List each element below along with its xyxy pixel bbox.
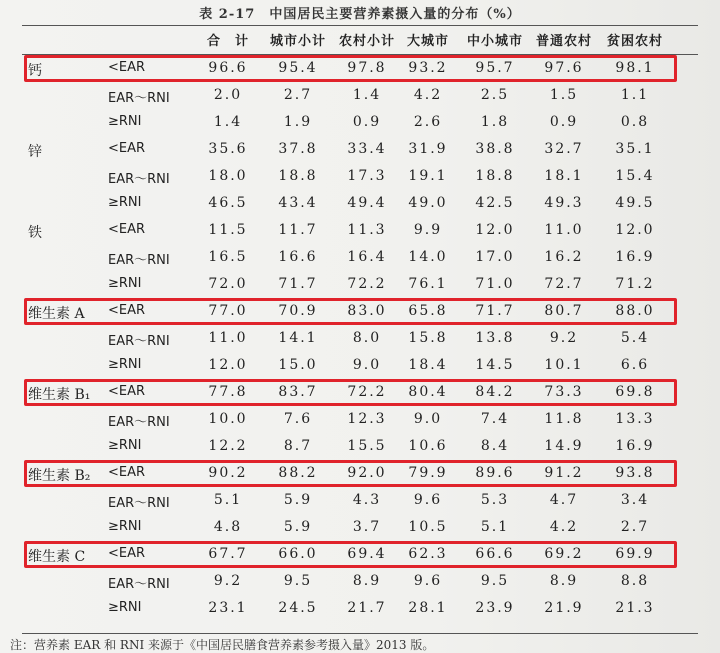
- table-cell-value: 97.6: [544, 60, 584, 76]
- nutrient-name: 维生素 C: [28, 549, 86, 565]
- table-cell-value: 1.8: [480, 114, 510, 130]
- table-cell-value: 2.6: [413, 114, 443, 130]
- table-footnote: 注：营养素 EAR 和 RNI 来源于《中国居民膳食营养素参考摄入量》2013 版。: [10, 638, 435, 652]
- intake-category: ≥RNI: [108, 114, 142, 129]
- table-cell-value: 77.8: [208, 384, 248, 400]
- table-cell-value: 12.0: [208, 357, 248, 373]
- table-cell-value: 15.5: [347, 438, 387, 454]
- table-cell-value: 5.9: [283, 519, 313, 535]
- table-cell-value: 71.2: [615, 276, 655, 292]
- table-cell-value: 83.7: [278, 384, 318, 400]
- nutrient-name: 维生素 B₁: [28, 387, 91, 403]
- table-cell-value: 3.7: [352, 519, 382, 535]
- table-cell-value: 17.3: [347, 168, 387, 184]
- table-cell-value: 9.5: [283, 573, 313, 589]
- intake-category: <EAR: [108, 465, 146, 480]
- table-cell-value: 11.8: [544, 411, 584, 427]
- table-cell-value: 83.0: [347, 303, 387, 319]
- table-cell-value: 10.1: [544, 357, 584, 373]
- table-cell-value: 71.7: [475, 303, 515, 319]
- table-cell-value: 14.5: [475, 357, 515, 373]
- table-cell-value: 5.9: [283, 492, 313, 508]
- table-cell-value: 16.2: [544, 249, 584, 265]
- table-cell-value: 89.6: [475, 465, 515, 481]
- table-cell-value: 84.2: [475, 384, 515, 400]
- table-cell-value: 8.0: [352, 330, 382, 346]
- table-cell-value: 4.7: [549, 492, 579, 508]
- table-cell-value: 12.2: [208, 438, 248, 454]
- table-row: [0, 600, 720, 626]
- bottom-rule: [22, 633, 698, 634]
- table-row: [0, 168, 720, 194]
- table-cell-value: 11.0: [544, 222, 584, 238]
- table-cell-value: 32.7: [544, 141, 584, 157]
- table-cell-value: 77.0: [208, 303, 248, 319]
- table-cell-value: 37.8: [278, 141, 318, 157]
- table-cell-value: 2.7: [620, 519, 650, 535]
- table-cell-value: 5.1: [213, 492, 243, 508]
- table-cell-value: 18.1: [544, 168, 584, 184]
- table-cell-value: 2.7: [283, 87, 313, 103]
- table-cell-value: 8.4: [480, 438, 510, 454]
- table-cell-value: 0.9: [549, 114, 579, 130]
- table-cell-value: 11.5: [208, 222, 248, 238]
- nutrient-name: 维生素 A: [28, 306, 85, 322]
- table-cell-value: 7.6: [283, 411, 313, 427]
- table-header-row: [0, 30, 720, 52]
- table-cell-value: 1.1: [620, 87, 650, 103]
- intake-category: EAR～RNI: [108, 415, 170, 430]
- table-cell-value: 38.8: [475, 141, 515, 157]
- table-cell-value: 69.2: [544, 546, 584, 562]
- table-cell-value: 15.8: [408, 330, 448, 346]
- table-cell-value: 4.2: [549, 519, 579, 535]
- table-cell-value: 91.2: [544, 465, 584, 481]
- table-cell-value: 9.5: [480, 573, 510, 589]
- intake-category: EAR～RNI: [108, 91, 170, 106]
- intake-category: ≥RNI: [108, 195, 142, 210]
- table-cell-value: 5.1: [480, 519, 510, 535]
- table-cell-value: 19.1: [408, 168, 448, 184]
- table-cell-value: 15.4: [615, 168, 655, 184]
- table-row: [0, 249, 720, 275]
- intake-category: ≥RNI: [108, 276, 142, 291]
- table-cell-value: 4.8: [213, 519, 243, 535]
- table-cell-value: 18.4: [408, 357, 448, 373]
- table-cell-value: 65.8: [408, 303, 448, 319]
- table-cell-value: 69.9: [615, 546, 655, 562]
- intake-category: ≥RNI: [108, 438, 142, 453]
- table-row: [0, 411, 720, 437]
- table-cell-value: 46.5: [208, 195, 248, 211]
- table-cell-value: 16.5: [208, 249, 248, 265]
- table-cell-value: 11.7: [278, 222, 318, 238]
- table-cell-value: 1.9: [283, 114, 313, 130]
- table-cell-value: 23.9: [475, 600, 515, 616]
- table-cell-value: 35.1: [615, 141, 655, 157]
- table-cell-value: 72.7: [544, 276, 584, 292]
- intake-category: ≥RNI: [108, 600, 142, 615]
- table-cell-value: 62.3: [408, 546, 448, 562]
- table-cell-value: 8.7: [283, 438, 313, 454]
- table-cell-value: 11.0: [208, 330, 248, 346]
- table-cell-value: 31.9: [408, 141, 448, 157]
- table-row: [0, 141, 720, 167]
- table-cell-value: 33.4: [347, 141, 387, 157]
- intake-category: ≥RNI: [108, 519, 142, 534]
- top-rule: [22, 25, 698, 26]
- nutrient-name: 铁: [28, 225, 42, 241]
- intake-category: EAR～RNI: [108, 496, 170, 511]
- table-cell-value: 5.4: [620, 330, 650, 346]
- intake-category: <EAR: [108, 384, 146, 399]
- table-cell-value: 9.9: [413, 222, 443, 238]
- table-cell-value: 49.3: [544, 195, 584, 211]
- table-cell-value: 9.6: [413, 492, 443, 508]
- table-cell-value: 88.2: [278, 465, 318, 481]
- table-cell-value: 15.0: [278, 357, 318, 373]
- table-cell-value: 69.4: [347, 546, 387, 562]
- table-cell-value: 18.8: [278, 168, 318, 184]
- table-row: [0, 87, 720, 113]
- table-cell-value: 35.6: [208, 141, 248, 157]
- table-cell-value: 14.1: [278, 330, 318, 346]
- intake-category: <EAR: [108, 141, 146, 156]
- table-cell-value: 92.0: [347, 465, 387, 481]
- table-cell-value: 43.4: [278, 195, 318, 211]
- table-cell-value: 4.3: [352, 492, 382, 508]
- table-cell-value: 71.7: [278, 276, 318, 292]
- table-cell-value: 66.0: [278, 546, 318, 562]
- table-title: 表 2-17 中国居民主要营养素摄入量的分布（%）: [199, 7, 521, 22]
- table-cell-value: 70.9: [278, 303, 318, 319]
- table-cell-value: 67.7: [208, 546, 248, 562]
- table-cell-value: 1.4: [352, 87, 382, 103]
- table-cell-value: 9.2: [549, 330, 579, 346]
- table-cell-value: 97.8: [347, 60, 387, 76]
- table-cell-value: 42.5: [475, 195, 515, 211]
- table-cell-value: 98.1: [615, 60, 655, 76]
- table-cell-value: 18.8: [475, 168, 515, 184]
- table-cell-value: 21.9: [544, 600, 584, 616]
- table-cell-value: 93.8: [615, 465, 655, 481]
- intake-category: EAR～RNI: [108, 334, 170, 349]
- intake-category: <EAR: [108, 60, 146, 75]
- table-cell-value: 9.0: [352, 357, 382, 373]
- table-cell-value: 16.9: [615, 249, 655, 265]
- table-cell-value: 12.0: [615, 222, 655, 238]
- table-cell-value: 0.8: [620, 114, 650, 130]
- table-cell-value: 2.0: [213, 87, 243, 103]
- table-cell-value: 95.4: [278, 60, 318, 76]
- table-cell-value: 0.9: [352, 114, 382, 130]
- intake-category: EAR～RNI: [108, 172, 170, 187]
- table-cell-value: 72.2: [347, 384, 387, 400]
- highlight-box: [24, 379, 677, 406]
- table-cell-value: 10.5: [408, 519, 448, 535]
- table-cell-value: 93.2: [408, 60, 448, 76]
- table-cell-value: 14.0: [408, 249, 448, 265]
- nutrient-name: 维生素 B₂: [28, 468, 91, 484]
- table-cell-value: 9.6: [413, 573, 443, 589]
- table-cell-value: 49.4: [347, 195, 387, 211]
- table-cell-value: 72.2: [347, 276, 387, 292]
- table-cell-value: 80.4: [408, 384, 448, 400]
- table-cell-value: 10.6: [408, 438, 448, 454]
- table-cell-value: 14.9: [544, 438, 584, 454]
- table-cell-value: 24.5: [278, 600, 318, 616]
- col-header-large-city: 大城市: [406, 34, 449, 49]
- table-cell-value: 96.6: [208, 60, 248, 76]
- table-cell-value: 5.3: [480, 492, 510, 508]
- table-cell-value: 8.9: [352, 573, 382, 589]
- table-cell-value: 3.4: [620, 492, 650, 508]
- table-row: [0, 330, 720, 356]
- table-cell-value: 12.0: [475, 222, 515, 238]
- table-row: [0, 114, 720, 140]
- table-cell-value: 1.5: [549, 87, 579, 103]
- table-cell-value: 12.3: [347, 411, 387, 427]
- col-header-poor-rural: 贫困农村: [606, 34, 663, 49]
- intake-category: ≥RNI: [108, 357, 142, 372]
- table-row: [0, 222, 720, 248]
- table-cell-value: 1.4: [213, 114, 243, 130]
- table-cell-value: 79.9: [408, 465, 448, 481]
- table-cell-value: 16.6: [278, 249, 318, 265]
- nutrient-name: 锌: [28, 144, 42, 160]
- table-cell-value: 80.7: [544, 303, 584, 319]
- intake-category: <EAR: [108, 303, 146, 318]
- nutrient-name: 钙: [28, 63, 42, 79]
- table-cell-value: 18.0: [208, 168, 248, 184]
- table-cell-value: 16.9: [615, 438, 655, 454]
- table-cell-value: 23.1: [208, 600, 248, 616]
- table-cell-value: 8.9: [549, 573, 579, 589]
- table-cell-value: 4.2: [413, 87, 443, 103]
- col-header-rural: 农村小计: [338, 34, 395, 49]
- table-cell-value: 28.1: [408, 600, 448, 616]
- table-cell-value: 76.1: [408, 276, 448, 292]
- highlight-box: [24, 55, 677, 82]
- table-cell-value: 9.2: [213, 573, 243, 589]
- col-header-small-city: 中小城市: [466, 34, 523, 49]
- table-row: [0, 573, 720, 599]
- col-header-total: 合 计: [206, 34, 249, 49]
- table-cell-value: 8.8: [620, 573, 650, 589]
- intake-category: EAR～RNI: [108, 577, 170, 592]
- table-cell-value: 10.0: [208, 411, 248, 427]
- col-header-ordinary-rural: 普通农村: [535, 34, 592, 49]
- table-cell-value: 88.0: [615, 303, 655, 319]
- table-cell-value: 71.0: [475, 276, 515, 292]
- table-cell-value: 69.8: [615, 384, 655, 400]
- highlight-box: [24, 541, 677, 568]
- table-cell-value: 66.6: [475, 546, 515, 562]
- table-cell-value: 16.4: [347, 249, 387, 265]
- table-cell-value: 2.5: [480, 87, 510, 103]
- table-cell-value: 49.5: [615, 195, 655, 211]
- table-cell-value: 21.3: [615, 600, 655, 616]
- table-cell-value: 11.3: [347, 222, 387, 238]
- intake-category: EAR～RNI: [108, 253, 170, 268]
- table-cell-value: 73.3: [544, 384, 584, 400]
- table-cell-value: 9.0: [413, 411, 443, 427]
- table-cell-value: 72.0: [208, 276, 248, 292]
- table-cell-value: 49.0: [408, 195, 448, 211]
- table-cell-value: 17.0: [475, 249, 515, 265]
- table-cell-value: 6.6: [620, 357, 650, 373]
- highlight-box: [24, 460, 677, 487]
- table-cell-value: 95.7: [475, 60, 515, 76]
- table-cell-value: 90.2: [208, 465, 248, 481]
- table-cell-value: 21.7: [347, 600, 387, 616]
- intake-category: <EAR: [108, 222, 146, 237]
- intake-category: <EAR: [108, 546, 146, 561]
- col-header-urban: 城市小计: [269, 34, 326, 49]
- highlight-box: [24, 298, 677, 325]
- table-cell-value: 13.3: [615, 411, 655, 427]
- table-row: [0, 195, 720, 221]
- table-cell-value: 13.8: [475, 330, 515, 346]
- table-cell-value: 7.4: [480, 411, 510, 427]
- table-row: [0, 492, 720, 518]
